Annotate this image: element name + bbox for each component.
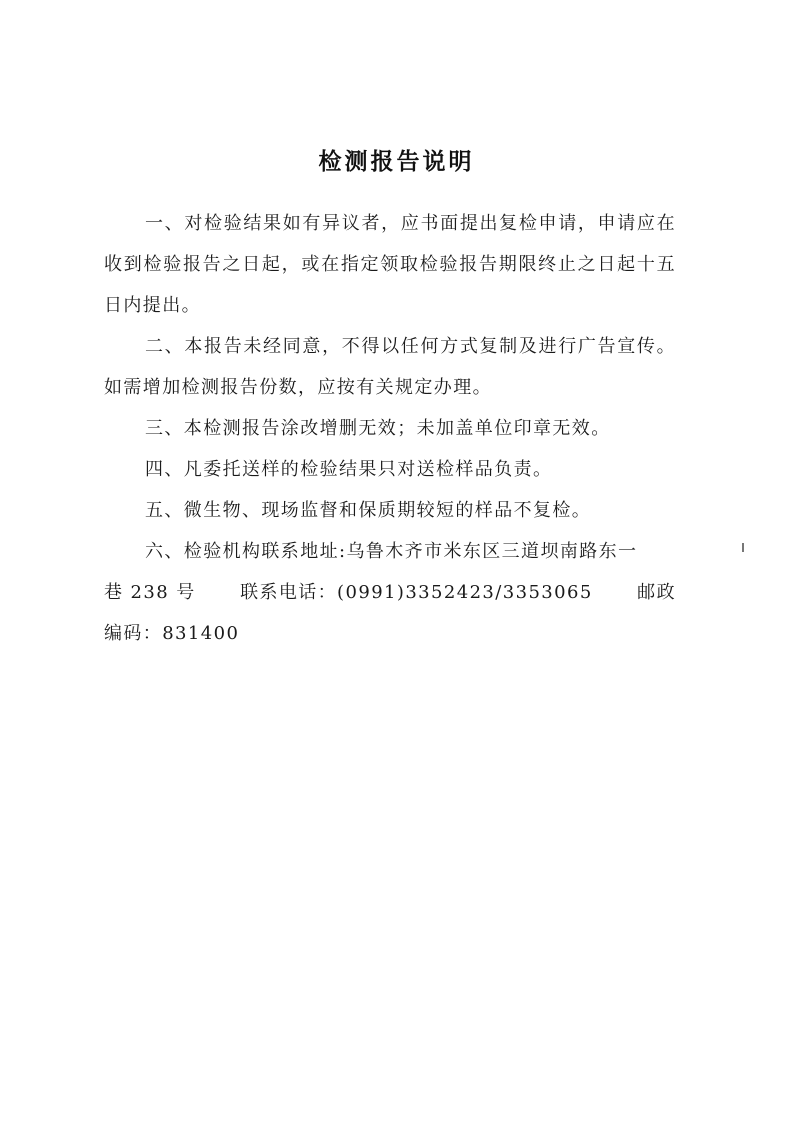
clause-5: 五、微生物、现场监督和保质期较短的样品不复检。: [145, 500, 592, 521]
contact-postal-label: 邮政: [637, 582, 676, 603]
clause-4: 四、凡委托送样的检验结果只对送检样品负责。: [145, 459, 553, 480]
contact-address: 六、检验机构联系地址:乌鲁木齐市米东区三道坝南路东一: [145, 541, 638, 562]
scan-artifact: [742, 543, 744, 552]
contact-phone: 联系电话：(0991)3352423/3353065: [240, 582, 593, 603]
document-title: 检测报告说明: [318, 149, 475, 175]
document-body: [104, 203, 676, 654]
clause-1: 一、对检验结果如有异议者，应书面提出复检申请，申请应在收到检验报告之日起，或在指定领取检验报告期限终止之日起十五日内提出。: [104, 213, 676, 316]
contact-address-cont: 巷 238 号: [104, 582, 196, 603]
contact-row: [104, 572, 676, 613]
clause-3: 三、本检测报告涂改增删无效；未加盖单位印章无效。: [145, 418, 611, 439]
clause-2: 二、本报告未经同意，不得以任何方式复制及进行广告宣传。如需增加检测报告份数，应按有关规定办理。: [104, 336, 676, 398]
contact-postal-code: 编码：831400: [104, 623, 240, 644]
contact-info: [104, 531, 676, 654]
